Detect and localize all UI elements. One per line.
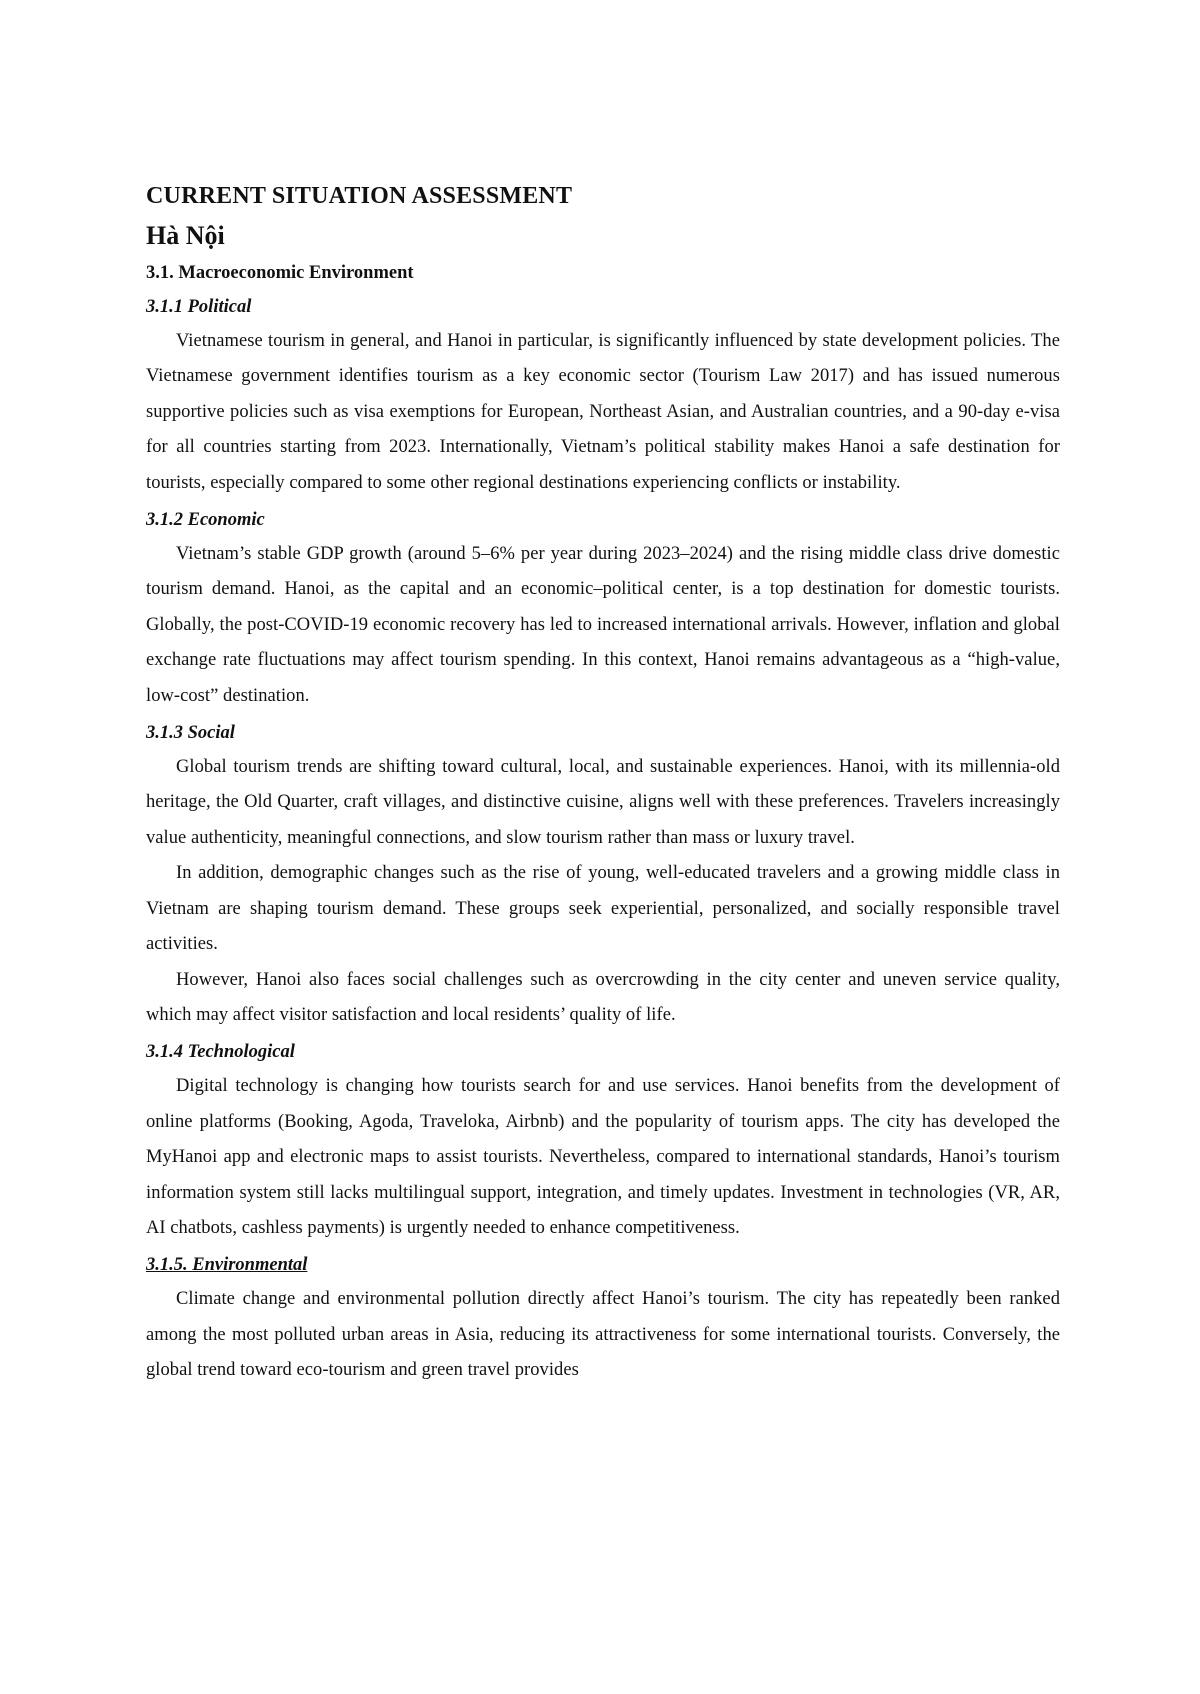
subsection-heading: 3.1.2 Economic: [146, 510, 265, 531]
paragraph: Digital technology is changing how tourists search for and use services. Hanoi benefits from the development of online platforms (Booking, Agoda, Traveloka, Airbnb) and the popularity of tourism apps. The city has developed the MyHanoi app and electronic maps to assist tourists. Nevertheless, compared to international standards, Hanoi’s tourism information system still lacks multilingual support, integration, and timely updates. Investment in technologies (VR, AR, AI chatbots, cashless payments) is urgently needed to enhance competitiveness.: [146, 1076, 1060, 1238]
paragraph: Global tourism trends are shifting toward cultural, local, and sustainable experiences. Hanoi, with its millennia-old heritage, the Old Quarter, craft villages, and distinctive cuisine, aligns well with these preferences. Travelers increasingly value authenticity, meaningful connections, and slow tourism rather than mass or luxury travel.: [146, 757, 1060, 848]
subsection-heading-text: 3.1.5. Environmental: [146, 1255, 308, 1276]
subsection-economic: [146, 503, 1060, 714]
subsection-technological: [146, 1035, 1060, 1246]
section-heading: 3.1. Macroeconomic Environment: [146, 263, 414, 283]
document-title: CURRENT SITUATION ASSESSMENT: [146, 183, 573, 209]
subsection-social: [146, 716, 1060, 1033]
subsection-heading: 3.1.3 Social: [146, 723, 235, 744]
city-title: Hà Nội: [146, 221, 225, 250]
subsection-environmental: [146, 1248, 1060, 1388]
subsection-heading: 3.1.1 Political: [146, 297, 252, 317]
paragraph: Vietnamese tourism in general, and Hanoi in particular, is significantly influenced by state development policies. The Vietnamese government identifies tourism as a key economic sector (Tourism Law 2017) and has issued numerous supportive policies such as visa exemptions for European, Northeast Asian, and Australian countries, and a 90-day e-visa for all countries starting from 2023. Internationally, Vietnam’s political stability makes Hanoi a safe destination for tourists, especially compared to some other regional destinations experiencing conflicts or instability.: [146, 331, 1060, 493]
paragraph: However, Hanoi also faces social challenges such as overcrowding in the city center and uneven service quality, which may affect visitor satisfaction and local residents’ quality of life.: [146, 969, 1060, 1025]
paragraph: Climate change and environmental pollution directly affect Hanoi’s tourism. The city has repeatedly been ranked among the most polluted urban areas in Asia, reducing its attractiveness for some international tourists. Conversely, the global trend toward eco-tourism and green travel provides: [146, 1289, 1060, 1381]
paragraph: In addition, demographic changes such as the rise of young, well-educated travelers and a growing middle class in Vietnam are shaping tourism demand. These groups seek experiential, personalized, and socially responsible travel activities.: [146, 863, 1060, 955]
subsection-heading: 3.1.4 Technological: [146, 1042, 295, 1063]
subsection-political: [146, 290, 1060, 501]
document-page: [146, 178, 1060, 1389]
subsection-heading: [146, 1248, 1060, 1282]
paragraph: Vietnam’s stable GDP growth (around 5–6% per year during 2023–2024) and the rising middle class drive domestic tourism demand. Hanoi, as the capital and an economic–political center, is a top destination for domestic tourists. Globally, the post-COVID-19 economic recovery has led to increased international arrivals. However, inflation and global exchange rate fluctuations may affect tourism spending. In this context, Hanoi remains advantageous as a “high-value, low-cost” destination.: [146, 544, 1060, 706]
